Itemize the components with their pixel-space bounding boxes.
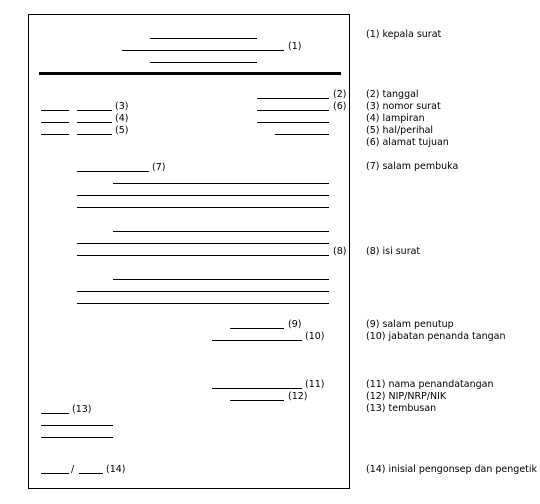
marker-13: (13) — [72, 404, 92, 415]
attachment-label-line — [41, 122, 69, 123]
signer-name-line — [212, 388, 302, 389]
number-label-line — [41, 110, 69, 111]
address-line-2 — [257, 122, 329, 123]
letterhead-line-1 — [150, 38, 257, 39]
legend-item-2: (2) tanggal — [366, 89, 419, 100]
signer-id-line — [230, 400, 284, 401]
cc-label-line — [41, 413, 69, 414]
subject-value-line — [77, 134, 112, 135]
body-line-2 — [77, 195, 329, 196]
attachment-value-line — [77, 122, 112, 123]
marker-9: (9) — [288, 319, 302, 330]
legend-item-4: (4) lampiran — [366, 113, 425, 124]
marker-3: (3) — [115, 101, 129, 112]
opening-greeting-line — [77, 171, 149, 172]
legend-item-1: (1) kepala surat — [366, 29, 442, 40]
marker-5: (5) — [115, 125, 129, 136]
cc-line-1 — [41, 425, 113, 426]
initials-slash: / — [71, 464, 75, 475]
legend-item-11: (11) nama penandatangan — [366, 379, 494, 390]
body-line-7 — [113, 279, 329, 280]
legend-item-13: (13) tembusan — [366, 403, 437, 414]
marker-14: (14) — [106, 464, 126, 475]
address-line-3 — [275, 134, 329, 135]
letterhead-line-3 — [150, 62, 257, 63]
marker-1: (1) — [288, 41, 302, 52]
legend-item-3: (3) nomor surat — [366, 101, 441, 112]
closing-greeting-line — [230, 328, 284, 329]
body-line-4 — [113, 231, 329, 232]
number-value-line — [77, 110, 112, 111]
legend-item-8: (8) isi surat — [366, 246, 421, 257]
legend-item-5: (5) hal/perihal — [366, 125, 434, 136]
drafter-initial-line — [41, 473, 69, 474]
marker-7: (7) — [152, 162, 166, 173]
marker-6: (6) — [333, 101, 347, 112]
address-line-1 — [257, 110, 329, 111]
body-line-5 — [77, 243, 329, 244]
marker-8: (8) — [333, 246, 347, 257]
legend-item-9: (9) salam penutup — [366, 319, 454, 330]
marker-12: (12) — [288, 391, 308, 402]
marker-10: (10) — [305, 331, 325, 342]
body-line-9 — [77, 303, 329, 304]
body-line-6 — [77, 255, 329, 256]
typist-initial-line — [79, 473, 103, 474]
legend-item-7: (7) salam pembuka — [366, 161, 459, 172]
subject-label-line — [41, 134, 69, 135]
body-line-1 — [113, 183, 329, 184]
marker-4: (4) — [115, 113, 129, 124]
letterhead-divider — [39, 72, 341, 75]
letterhead-line-2 — [122, 50, 284, 51]
letter-template-frame — [28, 14, 350, 489]
marker-11: (11) — [305, 379, 325, 390]
legend-item-6: (6) alamat tujuan — [366, 137, 449, 148]
marker-2: (2) — [333, 89, 347, 100]
cc-line-2 — [41, 437, 113, 438]
legend-item-10: (10) jabatan penanda tangan — [366, 331, 506, 342]
legend-item-12: (12) NIP/NRP/NIK — [366, 391, 447, 402]
body-line-8 — [77, 291, 329, 292]
signer-position-line — [212, 340, 302, 341]
date-line — [257, 98, 329, 99]
legend-item-14: (14) inisial pengonsep dan pengetik — [366, 464, 538, 475]
body-line-3 — [77, 207, 329, 208]
